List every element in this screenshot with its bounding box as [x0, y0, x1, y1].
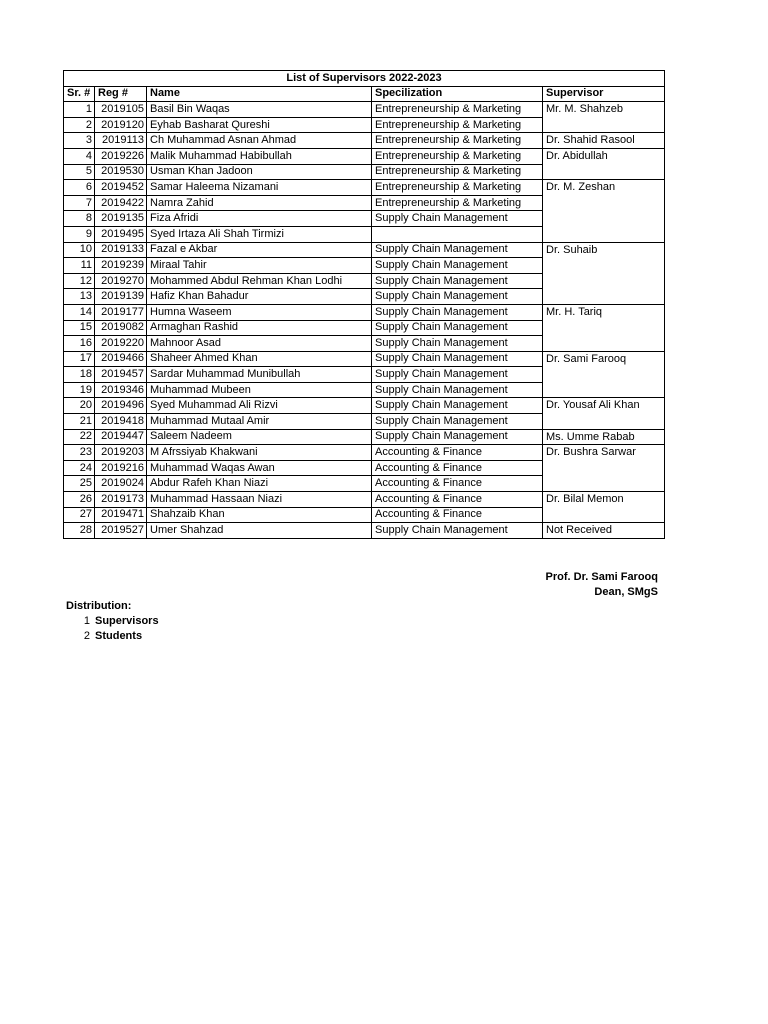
cell-name: Fiza Afridi	[147, 211, 372, 227]
cell-specialization: Supply Chain Management	[372, 523, 543, 539]
cell-specialization: Accounting & Finance	[372, 460, 543, 476]
cell-sr: 10	[64, 242, 95, 258]
cell-sr: 1	[64, 102, 95, 118]
header-row	[64, 86, 665, 102]
title-row	[64, 71, 665, 87]
cell-sr: 28	[64, 523, 95, 539]
header-sr: Sr. #	[64, 86, 95, 102]
table-row	[64, 398, 665, 414]
cell-specialization: Supply Chain Management	[372, 211, 543, 227]
cell-reg: 2019113	[95, 133, 147, 149]
cell-reg: 2019471	[95, 507, 147, 523]
cell-reg: 2019173	[95, 492, 147, 508]
cell-sr: 6	[64, 180, 95, 196]
distribution-item	[66, 629, 159, 644]
cell-specialization: Supply Chain Management	[372, 289, 543, 305]
cell-specialization: Supply Chain Management	[372, 382, 543, 398]
cell-specialization: Supply Chain Management	[372, 351, 543, 367]
cell-name: Eyhab Basharat Qureshi	[147, 117, 372, 133]
cell-name: Namra Zahid	[147, 195, 372, 211]
table-body	[64, 102, 665, 539]
cell-specialization: Supply Chain Management	[372, 304, 543, 320]
cell-name: Samar Haleema Nizamani	[147, 180, 372, 196]
cell-sr: 24	[64, 460, 95, 476]
cell-name: Armaghan Rashid	[147, 320, 372, 336]
cell-reg: 2019496	[95, 398, 147, 414]
cell-reg: 2019082	[95, 320, 147, 336]
cell-specialization: Supply Chain Management	[372, 336, 543, 352]
distribution-item-text: Supervisors	[95, 615, 159, 627]
cell-sr: 8	[64, 211, 95, 227]
cell-reg: 2019220	[95, 336, 147, 352]
cell-name: Humna Waseem	[147, 304, 372, 320]
cell-name: Mahnoor Asad	[147, 336, 372, 352]
supervisors-table	[63, 70, 665, 539]
cell-specialization: Entrepreneurship & Marketing	[372, 164, 543, 180]
table-row	[64, 102, 665, 118]
cell-sr: 4	[64, 148, 95, 164]
distribution-item-text: Students	[95, 630, 143, 642]
cell-reg: 2019447	[95, 429, 147, 445]
cell-name: Syed Irtaza Ali Shah Tirmizi	[147, 226, 372, 242]
cell-specialization: Supply Chain Management	[372, 414, 543, 430]
table-row	[64, 180, 665, 196]
cell-sr: 20	[64, 398, 95, 414]
cell-specialization: Accounting & Finance	[372, 445, 543, 461]
cell-supervisor: Dr. Shahid Rasool	[543, 133, 665, 149]
table-row	[64, 523, 665, 539]
table-row	[64, 445, 665, 461]
cell-name: Syed Muhammad Ali Rizvi	[147, 398, 372, 414]
cell-sr: 21	[64, 414, 95, 430]
cell-sr: 16	[64, 336, 95, 352]
cell-reg: 2019418	[95, 414, 147, 430]
cell-reg: 2019133	[95, 242, 147, 258]
distribution-item-number: 2	[83, 630, 90, 642]
cell-reg: 2019346	[95, 382, 147, 398]
distribution-item	[66, 614, 159, 629]
cell-reg: 2019024	[95, 476, 147, 492]
cell-reg: 2019139	[95, 289, 147, 305]
cell-reg: 2019226	[95, 148, 147, 164]
cell-name: Basil Bin Waqas	[147, 102, 372, 118]
cell-reg: 2019457	[95, 367, 147, 383]
cell-reg: 2019203	[95, 445, 147, 461]
cell-sr: 12	[64, 273, 95, 289]
cell-sr: 7	[64, 195, 95, 211]
cell-reg: 2019135	[95, 211, 147, 227]
table-row	[64, 242, 665, 258]
cell-specialization: Accounting & Finance	[372, 492, 543, 508]
cell-name: Shaheer Ahmed Khan	[147, 351, 372, 367]
cell-specialization: Supply Chain Management	[372, 367, 543, 383]
cell-sr: 26	[64, 492, 95, 508]
cell-specialization: Entrepreneurship & Marketing	[372, 148, 543, 164]
cell-sr: 9	[64, 226, 95, 242]
cell-specialization: Entrepreneurship & Marketing	[372, 133, 543, 149]
cell-sr: 14	[64, 304, 95, 320]
header-specialization: Specilization	[372, 86, 543, 102]
cell-name: Malik Muhammad Habibullah	[147, 148, 372, 164]
cell-sr: 15	[64, 320, 95, 336]
header-supervisor: Supervisor	[543, 86, 665, 102]
cell-specialization: Supply Chain Management	[372, 273, 543, 289]
signature-block	[546, 570, 658, 600]
table-row	[64, 492, 665, 508]
header-name: Name	[147, 86, 372, 102]
table-row	[64, 133, 665, 149]
cell-specialization: Supply Chain Management	[372, 398, 543, 414]
cell-reg: 2019466	[95, 351, 147, 367]
cell-supervisor: Dr. Bilal Memon	[543, 492, 665, 523]
cell-name: Ch Muhammad Asnan Ahmad	[147, 133, 372, 149]
cell-supervisor: Dr. Abidullah	[543, 148, 665, 179]
cell-reg: 2019452	[95, 180, 147, 196]
cell-supervisor: Mr. H. Tariq	[543, 304, 665, 351]
cell-sr: 5	[64, 164, 95, 180]
cell-supervisor: Mr. M. Shahzeb	[543, 102, 665, 133]
cell-name: Muhammad Mutaal Amir	[147, 414, 372, 430]
header-reg: Reg #	[95, 86, 147, 102]
cell-supervisor: Dr. M. Zeshan	[543, 180, 665, 242]
cell-sr: 17	[64, 351, 95, 367]
cell-sr: 3	[64, 133, 95, 149]
cell-sr: 25	[64, 476, 95, 492]
cell-name: Saleem Nadeem	[147, 429, 372, 445]
cell-sr: 22	[64, 429, 95, 445]
table-row	[64, 148, 665, 164]
cell-specialization: Accounting & Finance	[372, 476, 543, 492]
cell-specialization: Supply Chain Management	[372, 258, 543, 274]
cell-name: Abdur Rafeh Khan Niazi	[147, 476, 372, 492]
cell-supervisor: Dr. Suhaib	[543, 242, 665, 304]
cell-supervisor: Dr. Bushra Sarwar	[543, 445, 665, 492]
table-row	[64, 429, 665, 445]
cell-supervisor: Dr. Yousaf Ali Khan	[543, 398, 665, 429]
signatory-title: Dean, SMgS	[594, 586, 658, 598]
distribution-label: Distribution:	[66, 600, 132, 612]
cell-specialization: Supply Chain Management	[372, 242, 543, 258]
cell-supervisor: Not Received	[543, 523, 665, 539]
cell-name: Muhammad Mubeen	[147, 382, 372, 398]
cell-sr: 27	[64, 507, 95, 523]
cell-reg: 2019270	[95, 273, 147, 289]
distribution-block	[66, 599, 159, 644]
cell-name: Mohammed Abdul Rehman Khan Lodhi	[147, 273, 372, 289]
cell-reg: 2019216	[95, 460, 147, 476]
cell-reg: 2019527	[95, 523, 147, 539]
cell-name: Umer Shahzad	[147, 523, 372, 539]
table-row	[64, 351, 665, 367]
cell-reg: 2019422	[95, 195, 147, 211]
cell-reg: 2019105	[95, 102, 147, 118]
distribution-item-number: 1	[83, 615, 90, 627]
cell-name: Muhammad Hassaan Niazi	[147, 492, 372, 508]
cell-supervisor: Ms. Umme Rabab	[543, 429, 665, 445]
cell-name: Shahzaib Khan	[147, 507, 372, 523]
cell-supervisor: Dr. Sami Farooq	[543, 351, 665, 398]
cell-reg: 2019120	[95, 117, 147, 133]
cell-specialization: Supply Chain Management	[372, 429, 543, 445]
cell-sr: 13	[64, 289, 95, 305]
cell-sr: 23	[64, 445, 95, 461]
cell-name: Hafiz Khan Bahadur	[147, 289, 372, 305]
cell-reg: 2019495	[95, 226, 147, 242]
table-title: List of Supervisors 2022-2023	[64, 71, 665, 87]
cell-specialization: Entrepreneurship & Marketing	[372, 117, 543, 133]
cell-name: Muhammad Waqas Awan	[147, 460, 372, 476]
cell-sr: 19	[64, 382, 95, 398]
cell-name: Usman Khan Jadoon	[147, 164, 372, 180]
table-row	[64, 304, 665, 320]
cell-specialization: Entrepreneurship & Marketing	[372, 102, 543, 118]
cell-specialization: Accounting & Finance	[372, 507, 543, 523]
cell-name: Fazal e Akbar	[147, 242, 372, 258]
cell-sr: 2	[64, 117, 95, 133]
cell-reg: 2019239	[95, 258, 147, 274]
cell-name: Sardar Muhammad Munibullah	[147, 367, 372, 383]
cell-specialization	[372, 226, 543, 242]
cell-specialization: Supply Chain Management	[372, 320, 543, 336]
cell-name: Miraal Tahir	[147, 258, 372, 274]
cell-specialization: Entrepreneurship & Marketing	[372, 180, 543, 196]
cell-name: M Afrssiyab Khakwani	[147, 445, 372, 461]
cell-sr: 18	[64, 367, 95, 383]
signatory-name: Prof. Dr. Sami Farooq	[545, 571, 658, 583]
cell-specialization: Entrepreneurship & Marketing	[372, 195, 543, 211]
cell-reg: 2019177	[95, 304, 147, 320]
cell-sr: 11	[64, 258, 95, 274]
cell-reg: 2019530	[95, 164, 147, 180]
